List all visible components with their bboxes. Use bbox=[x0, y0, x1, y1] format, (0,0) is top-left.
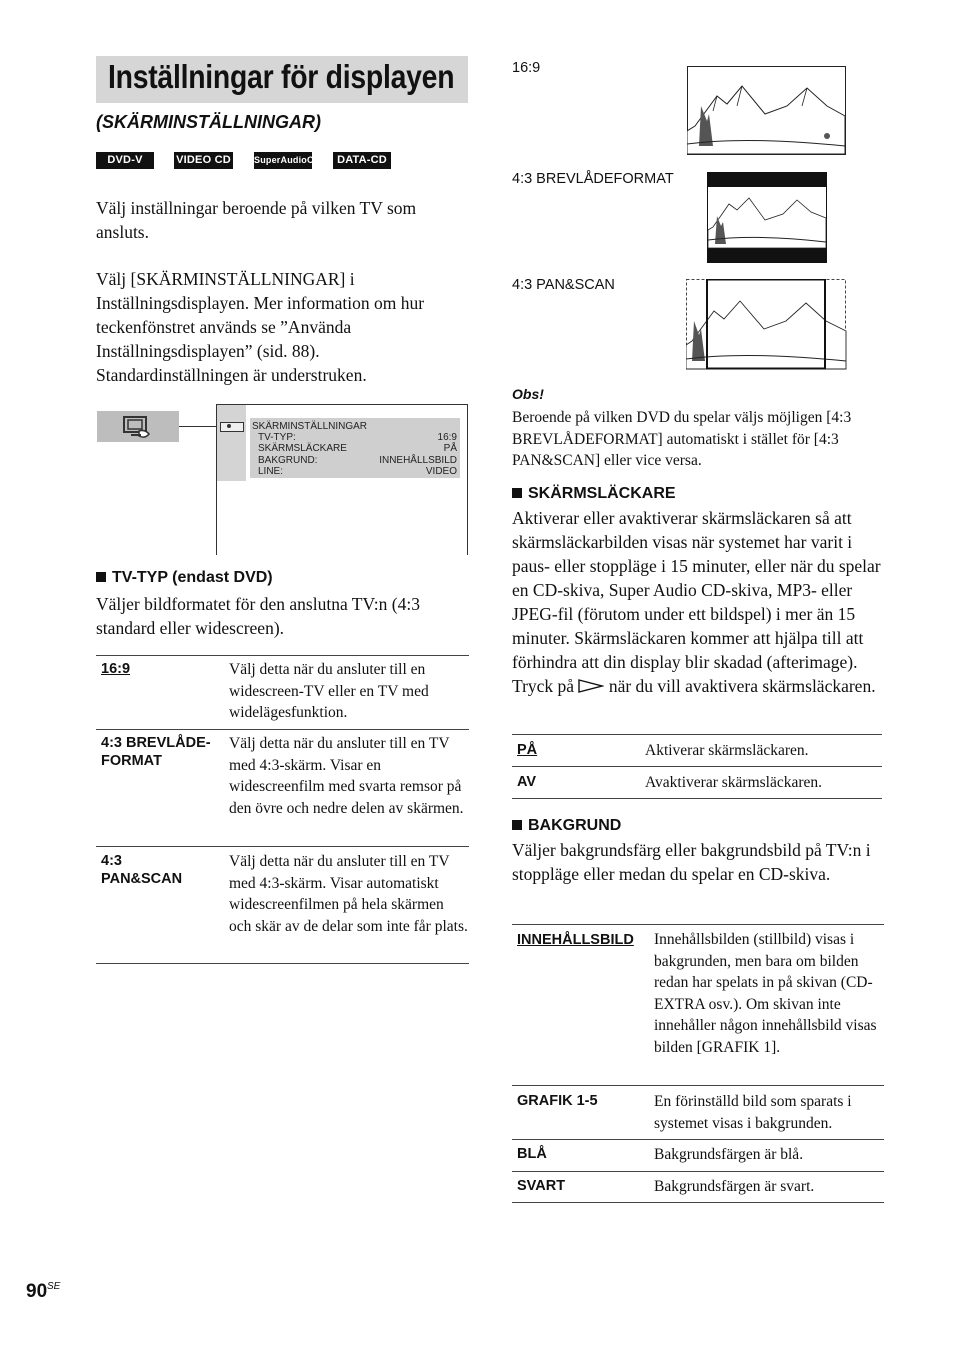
table-rule bbox=[512, 1202, 884, 1203]
table-term: PÅ bbox=[517, 742, 538, 758]
table-rule bbox=[96, 655, 469, 656]
badge-data-cd: DATA-CD bbox=[333, 152, 391, 169]
tv-typ-description: Väljer bildformatet för den anslutna TV:n (4:3 standard eller widescreen). bbox=[96, 594, 420, 638]
play-button-icon bbox=[578, 679, 604, 693]
menu-row-value: INNEHÅLLSBILD bbox=[379, 455, 457, 466]
table-desc: Bakgrundsfärgen är blå. bbox=[654, 1146, 804, 1163]
table-desc: Välj detta när du ansluter till en TV med 4:3-skärm. Visar automatiskt widescreenfilmen på hela skärmen och skär av de delar som inte får plats. bbox=[229, 853, 468, 935]
menu-row-value: VIDEO bbox=[425, 466, 457, 477]
table-rule bbox=[512, 1139, 884, 1140]
menu-selected-item bbox=[220, 422, 244, 432]
badge-dvd-v: DVD-V bbox=[96, 152, 154, 169]
table-term: 4:3 BREVLÅDE-FORMAT bbox=[101, 735, 211, 769]
table-term: BLÅ bbox=[517, 1146, 547, 1162]
intro-paragraph-2: Välj [SKÄRMINSTÄLLNINGAR] i Inställningsdisplayen. Mer information om hur teckenfönstret används se ”Använda Inställningsdisplayen” (sid. 88). Standardinställningen är understruken. bbox=[96, 269, 425, 385]
menu-row-label: BAKGRUND: bbox=[258, 455, 318, 466]
widescreen-16-9-illustration bbox=[687, 66, 847, 156]
badge-video-cd: VIDEO CD bbox=[174, 152, 233, 169]
intro-paragraph-1: Välj inställningar beroende på vilken TV som ansluts. bbox=[96, 198, 417, 242]
badge-super-audio-cd: SuperAudioCD bbox=[254, 152, 312, 169]
section-heading-tv-typ: TV-TYP (endast DVD) bbox=[96, 569, 273, 587]
page-subtitle: (SKÄRMINSTÄLLNINGAR) bbox=[96, 112, 321, 132]
table-desc: Välj detta när du ansluter till en TV med 4:3-skärm. Visar en widescreenfilm med svarta remsor på den övre och nedre delen av skärmen. bbox=[229, 735, 464, 817]
table-desc: Avaktiverar skärmsläckaren. bbox=[645, 774, 823, 791]
table-desc: Välj detta när du ansluter till en widescreen-TV eller en TV med widelägesfunktion. bbox=[229, 661, 429, 721]
menu-row-value: 16:9 bbox=[437, 432, 457, 443]
page-number-suffix: SE bbox=[47, 1281, 61, 1292]
bullet-square-icon bbox=[96, 572, 106, 582]
page-number: 90 bbox=[26, 1281, 48, 1302]
table-rule bbox=[512, 766, 882, 767]
table-rule bbox=[96, 963, 469, 964]
table-term: 16:9 bbox=[101, 661, 131, 677]
table-term: INNEHÅLLSBILD bbox=[517, 932, 634, 948]
table-desc: En förinställd bild som sparats i systemet visas i bakgrunden. bbox=[654, 1093, 852, 1132]
menu-row-value: PÅ bbox=[443, 443, 457, 454]
bakgrund-description: Väljer bakgrundsfärg eller bakgrundsbild på TV:n i stoppläge eller medan du spelar en CD-skiva. bbox=[512, 840, 871, 884]
note-heading: Obs! bbox=[512, 386, 544, 402]
note-text: Beroende på vilken DVD du spelar väljs möjligen [4:3 BREVLÅDEFORMAT] automatiskt i stället för [4:3 PAN&SCAN] eller vice versa. bbox=[512, 409, 852, 469]
skarmslackare-description: Aktiverar eller avaktiverar skärmsläckaren så att skärmsläckarbilden visas när systemet har varit i paus- eller stoppläge i 15 minuter, eller när du spelar en CD-skiva, Super Audio CD-skiva, MP3- eller JPEG-fil (förutom under ett bildspel) i mer än 15 minuter. Skärmsläckaren kommer att hjälpa till att förhindra att din display blir skadad (afterimage). Tryck på när du vill avaktivera skärmsläckaren. bbox=[512, 508, 881, 696]
table-rule bbox=[96, 846, 469, 847]
illustration-label-letterbox: 4:3 BREVLÅDEFORMAT bbox=[512, 171, 674, 187]
illustration-label-pan-scan: 4:3 PAN&SCAN bbox=[512, 277, 615, 293]
menu-row-label: LINE: bbox=[258, 466, 284, 477]
menu-sidebar bbox=[217, 405, 246, 481]
section-heading-bakgrund: BAKGRUND bbox=[512, 817, 621, 835]
table-rule bbox=[512, 734, 882, 735]
table-term: SVART bbox=[517, 1178, 566, 1194]
table-rule bbox=[512, 798, 882, 799]
menu-header: SKÄRMINSTÄLLNINGAR bbox=[252, 421, 368, 432]
table-desc: Innehållsbilden (stillbild) visas i bakgrunden, men bara om bilden redan har spelats in på skivan (CD-EXTRA osv.). Om skivan inte innehåller någon innehållsbild visas bilden [GRAFIK 1]. bbox=[654, 931, 877, 1056]
table-desc: Bakgrundsfärgen är svart. bbox=[654, 1178, 815, 1195]
menu-connector-line bbox=[179, 426, 217, 427]
bullet-square-icon bbox=[512, 820, 522, 830]
table-rule bbox=[512, 1085, 884, 1086]
illustration-label-16-9: 16:9 bbox=[512, 60, 541, 76]
setup-menu-icon-box bbox=[97, 411, 179, 442]
page-title: Inställningar för displayen bbox=[108, 58, 455, 95]
menu-row-label: TV-TYP: bbox=[258, 432, 296, 443]
display-settings-icon bbox=[97, 411, 179, 442]
letterbox-4-3-illustration bbox=[707, 172, 828, 264]
table-desc: Aktiverar skärmsläckaren. bbox=[645, 742, 809, 759]
section-heading-skarmslackare: SKÄRMSLÄCKARE bbox=[512, 485, 676, 503]
table-term: GRAFIK 1-5 bbox=[517, 1093, 598, 1109]
table-rule bbox=[96, 729, 469, 730]
table-rule bbox=[512, 924, 884, 925]
pan-scan-4-3-illustration bbox=[686, 279, 847, 370]
table-term: 4:3 PAN&SCAN bbox=[101, 853, 183, 887]
menu-bullet bbox=[227, 424, 231, 428]
table-term: AV bbox=[517, 774, 537, 790]
menu-row-label: SKÄRMSLÄCKARE bbox=[258, 443, 347, 454]
table-rule bbox=[512, 1171, 884, 1172]
bullet-square-icon bbox=[512, 488, 522, 498]
